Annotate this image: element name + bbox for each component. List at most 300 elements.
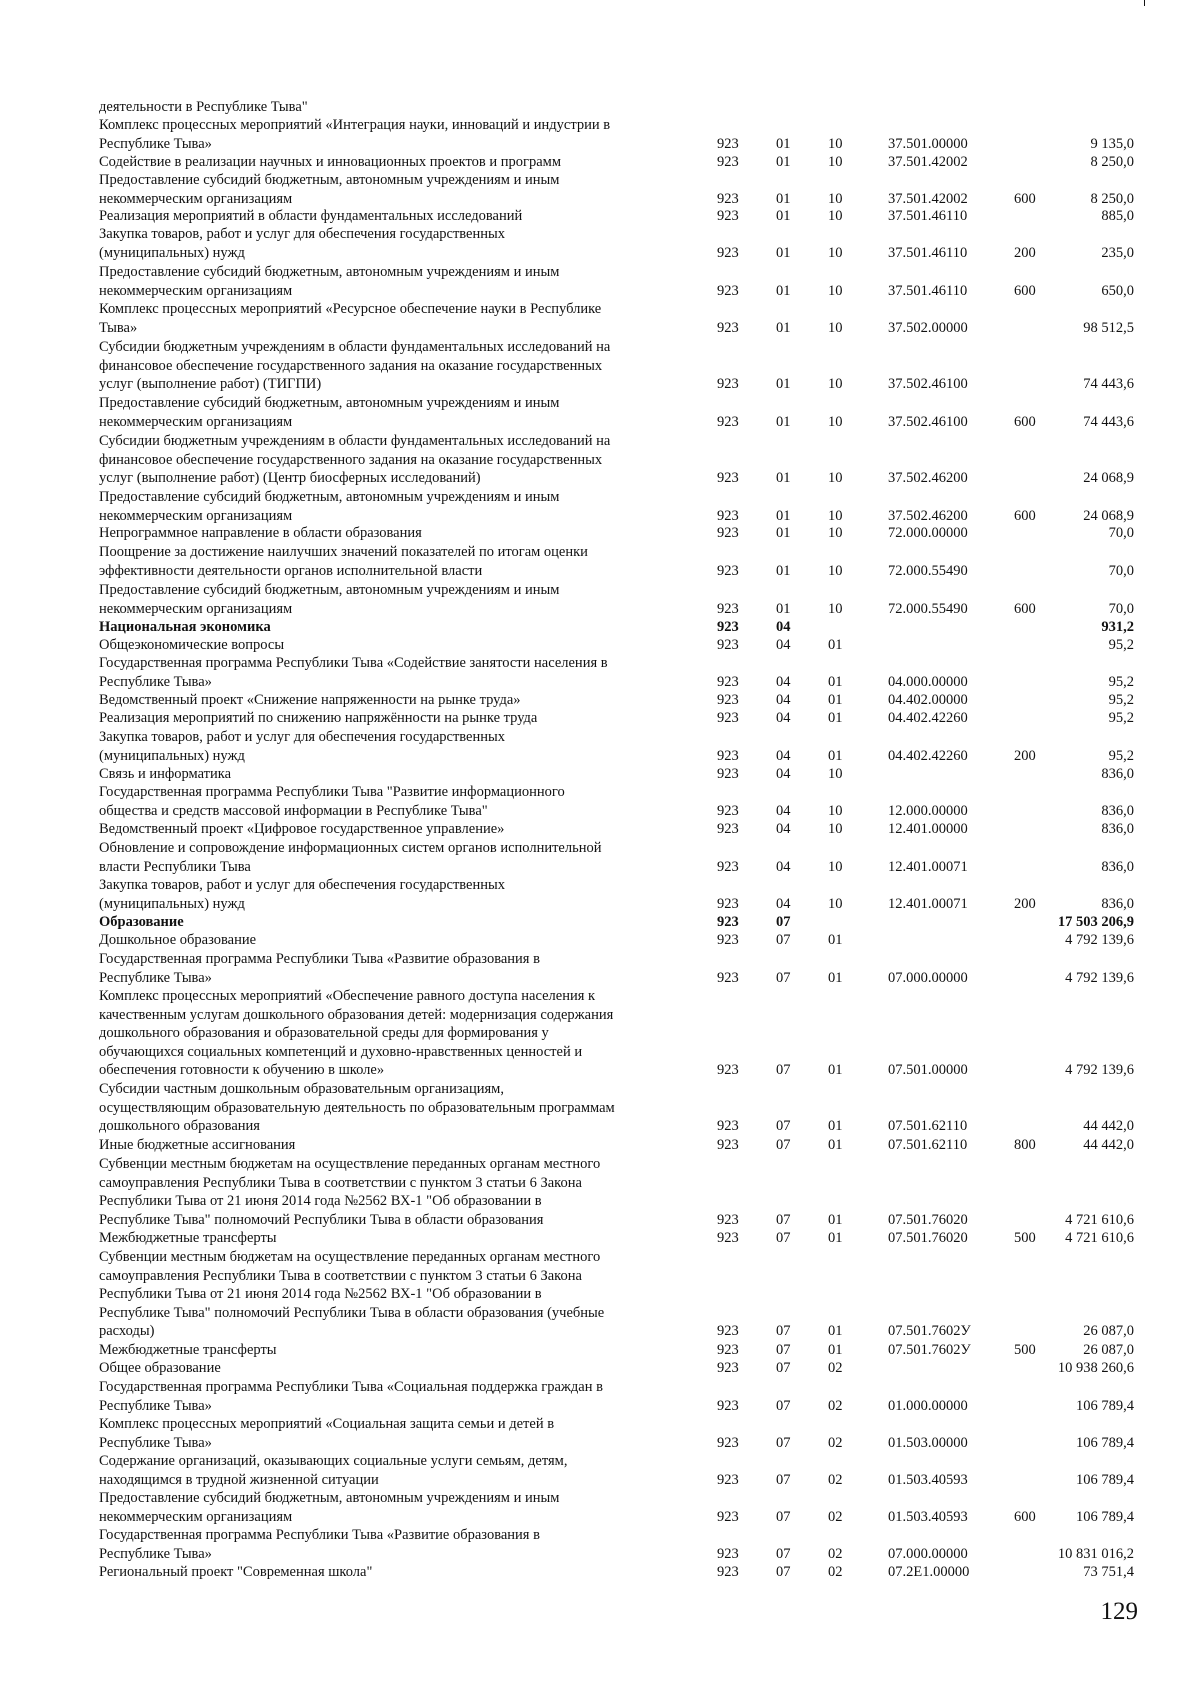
grbs-code: 923: [717, 1211, 739, 1228]
row-description: [99, 636, 689, 655]
target-article-code: 04.402.42260: [888, 710, 968, 726]
description-line: Предоставление субсидий бюджетным, автономным учреждениям и иным: [99, 172, 560, 188]
subsection-code: 10: [828, 821, 843, 837]
section-code: 01: [776, 525, 791, 541]
target-article-code: 07.000.00000: [888, 969, 968, 986]
section-code: 07: [776, 1360, 791, 1376]
row-description: [99, 913, 689, 932]
amount: 4 721 610,6: [1065, 1211, 1134, 1228]
description-line: Предоставление субсидий бюджетным, автономным учреждениям и иным: [99, 395, 560, 411]
description-line: Государственная программа Республики Тыва «Развитие образования в: [99, 951, 540, 967]
target-article-code: 37.502.46200: [888, 507, 968, 524]
section-code: 01: [776, 507, 791, 524]
description-line: Субвенции местным бюджетам на осуществление переданных органам местного: [99, 1156, 601, 1172]
description-line: Закупка товаров, работ и услуг для обеспечения государственных: [99, 226, 506, 242]
amount: 836,0: [1101, 821, 1134, 837]
row-description: [99, 1155, 689, 1229]
subsection-code: 10: [828, 319, 843, 336]
amount: 10 831 016,2: [1057, 1545, 1134, 1562]
target-article-code: 37.501.46110: [888, 208, 968, 224]
grbs-code: 923: [717, 1342, 739, 1358]
row-description: [99, 225, 689, 262]
amount: 73 751,4: [1083, 1564, 1134, 1580]
subsection-code: 01: [828, 932, 843, 948]
target-article-code: 72.000.00000: [888, 525, 968, 541]
section-code: 07: [776, 1564, 791, 1580]
row-description: [99, 543, 689, 580]
description-line: обеспечения готовности к обучению в школе»: [99, 1062, 385, 1078]
description-line: обучающихся социальных компетенций и духовно-нравственных ценностей и: [99, 1043, 583, 1060]
section-code: 07: [776, 1434, 791, 1451]
amount: 8 250,0: [1090, 154, 1134, 170]
expense-type-code: 600: [1014, 413, 1036, 430]
description-line: Межбюджетные трансферты: [99, 1342, 277, 1358]
expense-type-code: 800: [1014, 1137, 1036, 1153]
section-code: 04: [776, 821, 791, 837]
target-article-code: 07.2Е1.00000: [888, 1564, 970, 1580]
amount: 24 068,9: [1083, 470, 1134, 486]
subsection-code: 01: [828, 1323, 843, 1339]
description-line: Образование: [99, 914, 184, 930]
description-line: самоуправления Республики Тыва в соответствии с пунктом 3 статьи 6 Закона: [99, 1174, 582, 1191]
subsection-code: 10: [828, 413, 843, 430]
description-line: некоммерческим организациям: [99, 413, 293, 430]
row-description: [99, 618, 689, 637]
grbs-code: 923: [717, 470, 739, 486]
subsection-code: 01: [828, 692, 843, 708]
section-code: 07: [776, 1211, 791, 1228]
row-description: [99, 1359, 689, 1378]
grbs-code: 923: [717, 1230, 739, 1246]
section-code: 07: [776, 1508, 791, 1525]
description-line: Предоставление субсидий бюджетным, автономным учреждениям и иным: [99, 1490, 560, 1506]
row-description: [99, 171, 689, 208]
description-line: Республике Тыва»: [99, 1434, 212, 1451]
expense-type-code: 500: [1014, 1230, 1036, 1246]
amount: 74 443,6: [1083, 376, 1134, 392]
expense-type-code: 200: [1014, 895, 1036, 912]
amount: 8 250,0: [1090, 190, 1134, 207]
target-article-code: 12.401.00071: [888, 895, 968, 912]
row-description: [99, 709, 689, 728]
row-description: [99, 1563, 689, 1582]
subsection-code: 01: [828, 710, 843, 726]
target-article-code: 07.501.7602У: [888, 1342, 971, 1358]
description-line: Общеэкономические вопросы: [99, 637, 285, 653]
description-line: осуществляющим образовательную деятельность по образовательным программам: [99, 1099, 615, 1116]
section-code: 07: [776, 1230, 791, 1246]
subsection-code: 10: [828, 376, 843, 392]
description-line: Комплекс процессных мероприятий «Ресурсное обеспечение науки в Республике: [99, 301, 602, 317]
subsection-code: 02: [828, 1508, 843, 1525]
description-line: Государственная программа Республики Тыва «Развитие образования в: [99, 1527, 540, 1543]
target-article-code: 07.501.00000: [888, 1062, 968, 1078]
grbs-code: 923: [717, 154, 739, 170]
expense-type-code: 600: [1014, 1508, 1036, 1525]
section-code: 07: [776, 1118, 791, 1134]
subsection-code: 10: [828, 190, 843, 207]
description-line: финансовое обеспечение государственного задания на оказание государственных: [99, 451, 603, 468]
grbs-code: 923: [717, 1471, 739, 1488]
grbs-code: 923: [717, 895, 739, 912]
subsection-code: 10: [828, 282, 843, 299]
grbs-code: 923: [717, 1564, 739, 1580]
section-code: 07: [776, 1342, 791, 1358]
description-line: Межбюджетные трансферты: [99, 1230, 277, 1246]
amount: 95,2: [1108, 747, 1134, 764]
description-line: Закупка товаров, работ и услуг для обеспечения государственных: [99, 877, 506, 893]
amount: 10 938 260,6: [1057, 1360, 1134, 1376]
description-line: Республике Тыва»: [99, 1397, 212, 1414]
amount: 836,0: [1101, 766, 1134, 782]
amount: 70,0: [1108, 562, 1134, 579]
description-line: Республике Тыва»: [99, 1545, 212, 1562]
amount: 885,0: [1101, 208, 1134, 224]
page-number: 129: [1100, 1598, 1138, 1625]
subsection-code: 01: [828, 673, 843, 690]
target-article-code: 37.501.46110: [888, 244, 968, 261]
amount: 70,0: [1108, 600, 1134, 617]
target-article-code: 12.401.00000: [888, 821, 968, 837]
row-description: [99, 432, 689, 488]
subsection-code: 02: [828, 1360, 843, 1376]
row-description: [99, 1136, 689, 1155]
description-line: Комплекс процессных мероприятий «Социальная защита семьи и детей в: [99, 1416, 555, 1432]
amount: 650,0: [1101, 282, 1134, 299]
subsection-code: 10: [828, 600, 843, 617]
description-line: Содержание организаций, оказывающих социальные услуги семьям, детям,: [99, 1453, 568, 1469]
description-line: некоммерческим организациям: [99, 282, 293, 299]
grbs-code: 923: [717, 562, 739, 579]
section-code: 07: [776, 1545, 791, 1562]
row-description: [99, 783, 689, 820]
subsection-code: 02: [828, 1397, 843, 1414]
description-line: власти Республики Тыва: [99, 858, 251, 875]
section-code: 01: [776, 282, 791, 299]
subsection-code: 01: [828, 637, 843, 653]
target-article-code: 72.000.55490: [888, 600, 968, 617]
grbs-code: 923: [717, 1545, 739, 1562]
grbs-code: 923: [717, 413, 739, 430]
description-line: деятельности в Республике Тыва": [99, 99, 308, 115]
description-line: Государственная программа Республики Тыва "Развитие информационного: [99, 784, 565, 800]
grbs-code: 923: [717, 802, 739, 819]
row-description: [99, 950, 689, 987]
description-line: общества и средств массовой информации в Республике Тыва": [99, 802, 488, 819]
grbs-code: 923: [717, 692, 739, 708]
amount: 9 135,0: [1090, 135, 1134, 152]
amount: 98 512,5: [1083, 319, 1134, 336]
section-code: 04: [776, 692, 791, 708]
description-line: Комплекс процессных мероприятий «Интеграция науки, инноваций и индустрии в: [99, 117, 611, 133]
target-article-code: 37.501.46110: [888, 282, 968, 299]
description-line: Национальная экономика: [99, 619, 271, 635]
description-line: финансовое обеспечение государственного задания на оказание государственных: [99, 357, 603, 374]
subsection-code: 10: [828, 244, 843, 261]
target-article-code: 07.000.00000: [888, 1545, 968, 1562]
description-line: Республике Тыва»: [99, 969, 212, 986]
subsection-code: 01: [828, 969, 843, 986]
grbs-code: 923: [717, 969, 739, 986]
description-line: Ведомственный проект «Цифровое государственное управление»: [99, 821, 505, 837]
description-line: дошкольного образования и образовательной среды для формирования у: [99, 1025, 549, 1041]
section-code: 07: [776, 914, 791, 930]
amount: 24 068,9: [1083, 507, 1134, 524]
subsection-code: 02: [828, 1471, 843, 1488]
section-code: 04: [776, 637, 791, 653]
description-line: (муниципальных) нужд: [99, 747, 245, 764]
description-line: Субсидии бюджетным учреждениям в области фундаментальных исследований на: [99, 339, 611, 355]
grbs-code: 923: [717, 1434, 739, 1451]
description-line: самоуправления Республики Тыва в соответствии с пунктом 3 статьи 6 Закона: [99, 1267, 582, 1284]
grbs-code: 923: [717, 1137, 739, 1153]
section-code: 01: [776, 190, 791, 207]
subsection-code: 01: [828, 1230, 843, 1246]
description-line: услуг (выполнение работ) (ТИГПИ): [99, 376, 322, 392]
description-line: Региональный проект "Современная школа": [99, 1564, 373, 1580]
description-line: Республики Тыва от 21 июня 2014 года №2562 ВХ-1 "Об образовании в: [99, 1286, 542, 1302]
description-line: Дошкольное образование: [99, 932, 257, 948]
section-code: 04: [776, 619, 791, 635]
section-code: 04: [776, 710, 791, 726]
target-article-code: 12.401.00071: [888, 858, 968, 875]
subsection-code: 10: [828, 766, 843, 782]
subsection-code: 10: [828, 470, 843, 486]
row-description: [99, 691, 689, 710]
section-code: 07: [776, 1471, 791, 1488]
subsection-code: 10: [828, 858, 843, 875]
subsection-code: 10: [828, 525, 843, 541]
description-line: некоммерческим организациям: [99, 600, 293, 617]
amount: 106 789,4: [1076, 1508, 1134, 1525]
section-code: 04: [776, 858, 791, 875]
row-description: [99, 931, 689, 950]
section-code: 07: [776, 1062, 791, 1078]
target-article-code: 07.501.62110: [888, 1137, 968, 1153]
section-code: 01: [776, 413, 791, 430]
subsection-code: 01: [828, 1137, 843, 1153]
row-description: [99, 1489, 689, 1526]
subsection-code: 01: [828, 1118, 843, 1134]
expense-type-code: 600: [1014, 600, 1036, 617]
row-description: [99, 728, 689, 765]
grbs-code: 923: [717, 932, 739, 948]
section-code: 04: [776, 802, 791, 819]
section-code: 01: [776, 154, 791, 170]
row-description: [99, 876, 689, 913]
target-article-code: 37.501.42002: [888, 154, 968, 170]
row-description: [99, 1378, 689, 1415]
row-description: [99, 1526, 689, 1563]
section-code: 04: [776, 747, 791, 764]
expense-type-code: 600: [1014, 507, 1036, 524]
grbs-code: 923: [717, 208, 739, 224]
section-code: 07: [776, 969, 791, 986]
row-description: [99, 820, 689, 839]
expense-type-code: 600: [1014, 190, 1036, 207]
target-article-code: 37.501.00000: [888, 135, 968, 152]
amount: 836,0: [1101, 895, 1134, 912]
expense-type-code: 500: [1014, 1342, 1036, 1358]
grbs-code: 923: [717, 673, 739, 690]
section-code: 01: [776, 319, 791, 336]
amount: 235,0: [1101, 244, 1134, 261]
target-article-code: 07.501.7602У: [888, 1323, 971, 1339]
description-line: Тыва»: [99, 319, 138, 336]
description-line: Республике Тыва" полномочий Республики Тыва в области образования: [99, 1211, 544, 1228]
description-line: Республике Тыва»: [99, 673, 212, 690]
section-code: 04: [776, 766, 791, 782]
grbs-code: 923: [717, 821, 739, 837]
row-description: [99, 98, 689, 117]
amount: 836,0: [1101, 858, 1134, 875]
grbs-code: 923: [717, 747, 739, 764]
description-line: Связь и информатика: [99, 766, 232, 782]
target-article-code: 01.503.00000: [888, 1434, 968, 1451]
grbs-code: 923: [717, 1118, 739, 1134]
description-line: услуг (выполнение работ) (Центр биосферных исследований): [99, 470, 481, 486]
target-article-code: 07.501.76020: [888, 1211, 968, 1228]
section-code: 01: [776, 600, 791, 617]
row-description: [99, 263, 689, 300]
grbs-code: 923: [717, 637, 739, 653]
description-line: Ведомственный проект «Снижение напряженности на рынке труда»: [99, 692, 521, 708]
target-article-code: 37.502.46100: [888, 376, 968, 392]
grbs-code: 923: [717, 1062, 739, 1078]
row-description: [99, 153, 689, 172]
row-description: [99, 1229, 689, 1248]
description-line: Непрограммное направление в области образования: [99, 525, 422, 541]
description-line: Республике Тыва»: [99, 135, 212, 152]
section-code: 01: [776, 470, 791, 486]
row-description: [99, 524, 689, 543]
description-line: Субсидии бюджетным учреждениям в области фундаментальных исследований на: [99, 433, 611, 449]
description-line: расходы): [99, 1323, 155, 1339]
section-code: 07: [776, 1323, 791, 1339]
amount: 74 443,6: [1083, 413, 1134, 430]
description-line: некоммерческим организациям: [99, 1508, 293, 1525]
description-line: Государственная программа Республики Тыва «Социальная поддержка граждан в: [99, 1379, 603, 1395]
row-description: [99, 1341, 689, 1360]
amount: 4 792 139,6: [1065, 932, 1134, 948]
description-line: (муниципальных) нужд: [99, 244, 245, 261]
amount: 26 087,0: [1083, 1342, 1134, 1358]
description-line: качественным услугам дошкольного образования детей: модернизация содержания: [99, 1006, 614, 1023]
description-line: находящимся в трудной жизненной ситуации: [99, 1471, 379, 1488]
row-description: [99, 338, 689, 394]
section-code: 04: [776, 895, 791, 912]
amount: 106 789,4: [1076, 1434, 1134, 1451]
amount: 95,2: [1108, 637, 1134, 653]
grbs-code: 923: [717, 376, 739, 392]
subsection-code: 10: [828, 208, 843, 224]
amount: 106 789,4: [1076, 1397, 1134, 1414]
target-article-code: 01.000.00000: [888, 1397, 968, 1414]
amount: 836,0: [1101, 802, 1134, 819]
target-article-code: 37.502.46200: [888, 470, 968, 486]
target-article-code: 12.000.00000: [888, 802, 968, 819]
subsection-code: 02: [828, 1564, 843, 1580]
section-code: 01: [776, 562, 791, 579]
subsection-code: 10: [828, 154, 843, 170]
section-code: 07: [776, 932, 791, 948]
description-line: Республики Тыва от 21 июня 2014 года №2562 ВХ-1 "Об образовании в: [99, 1193, 542, 1209]
amount: 4 721 610,6: [1065, 1230, 1134, 1246]
subsection-code: 01: [828, 747, 843, 764]
row-description: [99, 987, 689, 1080]
grbs-code: 923: [717, 282, 739, 299]
expense-type-code: 200: [1014, 244, 1036, 261]
description-line: Субвенции местным бюджетам на осуществление переданных органам местного: [99, 1249, 601, 1265]
subsection-code: 10: [828, 135, 843, 152]
subsection-code: 10: [828, 562, 843, 579]
amount: 26 087,0: [1083, 1323, 1134, 1339]
grbs-code: 923: [717, 1508, 739, 1525]
grbs-code: 923: [717, 1397, 739, 1414]
row-description: [99, 1452, 689, 1489]
subsection-code: 10: [828, 802, 843, 819]
amount: 44 442,0: [1083, 1118, 1134, 1134]
target-article-code: 01.503.40593: [888, 1508, 968, 1525]
amount: 95,2: [1108, 673, 1134, 690]
section-code: 07: [776, 1397, 791, 1414]
description-line: некоммерческим организациям: [99, 190, 293, 207]
description-line: Закупка товаров, работ и услуг для обеспечения государственных: [99, 729, 506, 745]
row-description: [99, 116, 689, 153]
description-line: (муниципальных) нужд: [99, 895, 245, 912]
expense-type-code: 600: [1014, 282, 1036, 299]
section-code: 01: [776, 208, 791, 224]
target-article-code: 04.402.00000: [888, 692, 968, 708]
description-line: Общее образование: [99, 1360, 221, 1376]
grbs-code: 923: [717, 1360, 739, 1376]
description-line: Иные бюджетные ассигнования: [99, 1137, 296, 1153]
target-article-code: 37.502.46100: [888, 413, 968, 430]
target-article-code: 07.501.76020: [888, 1230, 968, 1246]
grbs-code: 923: [717, 135, 739, 152]
subsection-code: 01: [828, 1062, 843, 1078]
amount: 106 789,4: [1076, 1471, 1134, 1488]
target-article-code: 72.000.55490: [888, 562, 968, 579]
grbs-code: 923: [717, 507, 739, 524]
subsection-code: 10: [828, 507, 843, 524]
grbs-code: 923: [717, 914, 739, 930]
row-description: [99, 394, 689, 431]
description-line: Предоставление субсидий бюджетным, автономным учреждениям и иным: [99, 489, 560, 505]
grbs-code: 923: [717, 858, 739, 875]
target-article-code: 37.501.42002: [888, 190, 968, 207]
grbs-code: 923: [717, 710, 739, 726]
subsection-code: 10: [828, 895, 843, 912]
grbs-code: 923: [717, 190, 739, 207]
amount: 95,2: [1108, 692, 1134, 708]
grbs-code: 923: [717, 1323, 739, 1339]
row-description: [99, 581, 689, 618]
description-line: Обновление и сопровождение информационных систем органов исполнительной: [99, 840, 602, 856]
description-line: Комплекс процессных мероприятий «Обеспечение равного доступа населения к: [99, 988, 596, 1004]
description-line: Субсидии частным дошкольным образовательным организациям,: [99, 1081, 504, 1097]
target-article-code: 01.503.40593: [888, 1471, 968, 1488]
description-line: Предоставление субсидий бюджетным, автономным учреждениям и иным: [99, 582, 560, 598]
grbs-code: 923: [717, 525, 739, 541]
amount: 4 792 139,6: [1065, 1062, 1134, 1078]
description-line: дошкольного образования: [99, 1118, 260, 1134]
row-description: [99, 839, 689, 876]
target-article-code: 04.000.00000: [888, 673, 968, 690]
amount: 4 792 139,6: [1065, 969, 1134, 986]
row-description: [99, 765, 689, 784]
subsection-code: 01: [828, 1342, 843, 1358]
